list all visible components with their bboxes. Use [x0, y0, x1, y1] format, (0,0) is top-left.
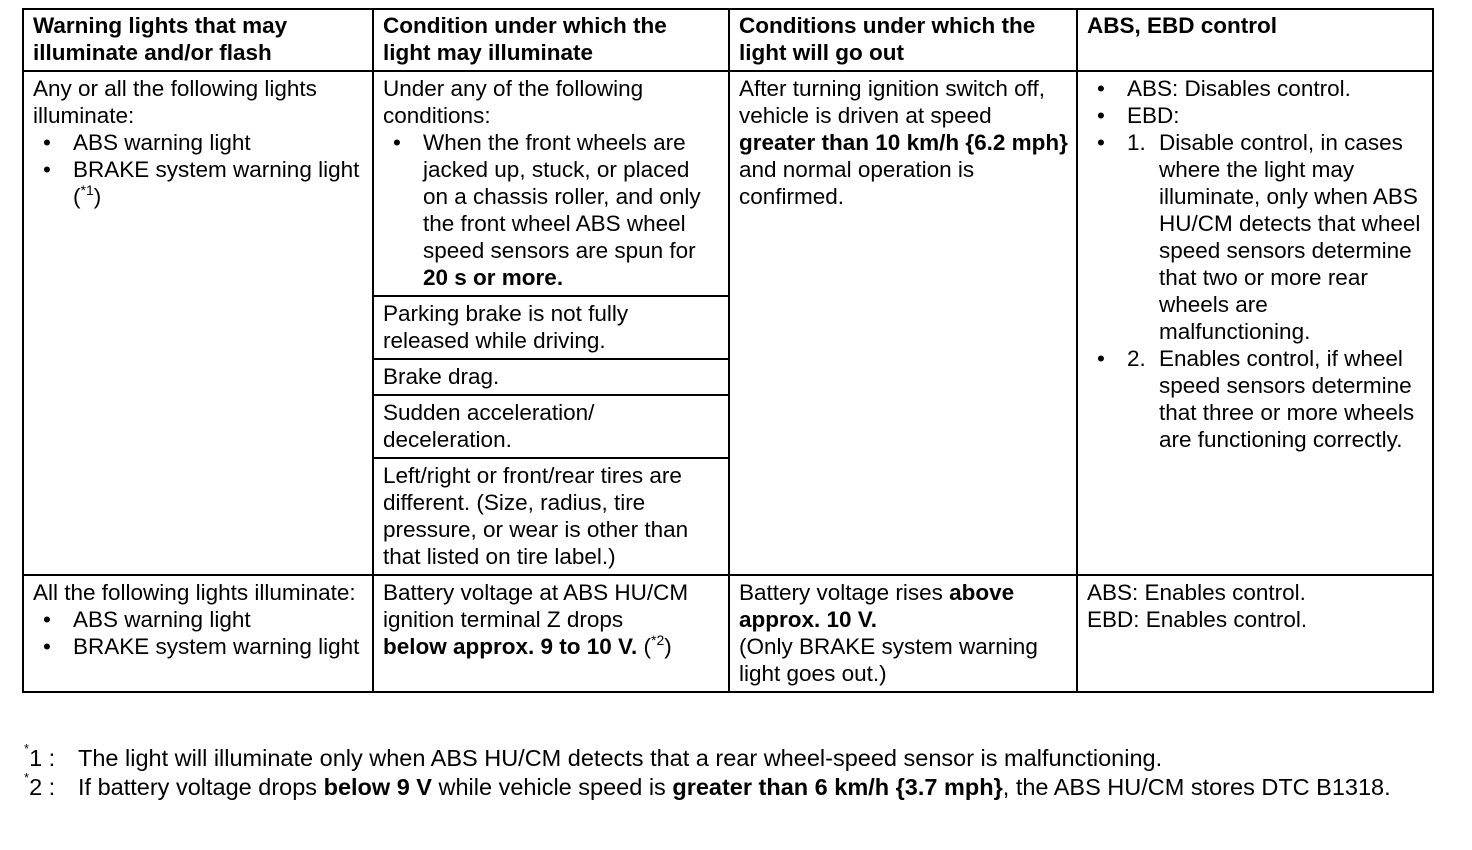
row2-lights-cell	[23, 575, 373, 692]
list-item: • ABS: Disables control.	[1087, 75, 1424, 102]
row1-goout-cell: After turning ignition switch off, vehicle is driven at speed greater than 10 km/h {6.2 mph} and normal operation is confirmed.	[729, 71, 1077, 575]
footnote-ref: *1	[80, 182, 94, 198]
row2-ebd: EBD: Enables control.	[1087, 607, 1308, 632]
table-row	[23, 71, 1433, 296]
header-warning-lights: Warning lights that may illuminate and/or flash	[23, 9, 373, 71]
footnote-1: *1 : The light will illuminate only when ABS HU/CM detects that a rear wheel-speed sensor is malfunctioning.	[24, 741, 1163, 771]
list-item: • EBD: • 1. Disable control, in cases where the light may illuminate, only when ABS HU/CM detects that wheel speed sensors determine that two or more rear wheels are malfunctioning. • 2. Enables control, if wheel speed sensors determine that three or more wheels are functioning correctly.	[1087, 102, 1424, 453]
list-item: • BRAKE system warning light	[33, 633, 364, 660]
list-item: • 2. Enables control, if wheel speed sensors determine that three or more wheels are functioning correctly.	[1087, 345, 1424, 453]
header-conditions-go-out: Conditions under which the light will go out	[729, 9, 1077, 71]
row1-abs-ebd-cell	[1077, 71, 1433, 575]
row1-cond-sudden: Sudden acceleration/ deceleration.	[373, 395, 729, 458]
footnote-2: *2 : If battery voltage drops below 9 V while vehicle speed is greater than 6 km/h {3.7 mph}, the ABS HU/CM stores DTC B1318.	[24, 770, 1391, 800]
row1-lights-list	[33, 129, 364, 210]
footnote-marker: *2 :	[24, 770, 56, 800]
row1-cond-cell	[373, 71, 729, 296]
row1-abs-ebd-list	[1087, 75, 1424, 453]
abs-warning-table	[22, 8, 1434, 693]
list-item: • ABS warning light	[33, 129, 364, 156]
footnote-ref: *2	[651, 632, 665, 648]
header-condition-illuminate: Condition under which the light may illuminate	[373, 9, 729, 71]
row2-lights-list	[33, 606, 364, 660]
row2-abs-ebd-cell	[1077, 575, 1433, 692]
list-item: • ABS warning light	[33, 606, 364, 633]
list-item: • BRAKE system warning light ($^{*1}$)	[33, 156, 364, 210]
row2-goout-cell: Battery voltage rises above approx. 10 V. (Only BRAKE system warning light goes out.)	[729, 575, 1077, 692]
ebd-sublist	[1087, 129, 1424, 453]
list-item: • When the front wheels are jacked up, stuck, or placed on a chassis roller, and only the front wheel ABS wheel speed sensors are spun for 20 s or more.	[383, 129, 720, 291]
row1-cond-list	[383, 129, 720, 291]
row1-cond-drag: Brake drag.	[373, 359, 729, 395]
row1-cond-intro: Under any of the following conditions:	[383, 76, 644, 128]
header-row	[23, 9, 1433, 71]
row2-abs: ABS: Enables control.	[1087, 580, 1306, 605]
row1-cond-tires: Left/right or front/rear tires are different. (Size, radius, tire pressure, or wear is other than that listed on tire label.)	[373, 458, 729, 575]
footnote-marker: *1 :	[24, 741, 56, 771]
row1-lights-cell	[23, 71, 373, 575]
row1-cond-parking: Parking brake is not fully released while driving.	[373, 296, 729, 359]
footnotes	[24, 741, 1444, 802]
list-item: • 1. Disable control, in cases where the light may illuminate, only when ABS HU/CM detects that wheel speed sensors determine that two or more rear wheels are malfunctioning.	[1087, 129, 1424, 345]
row2-lights-intro: All the following lights illuminate:	[33, 580, 356, 605]
table-row	[23, 575, 1433, 692]
row2-cond-cell: Battery voltage at ABS HU/CM ignition terminal Z drops below approx. 9 to 10 V. ($^{*2}$)	[373, 575, 729, 692]
row1-lights-intro: Any or all the following lights illuminate:	[33, 76, 317, 128]
header-abs-ebd-control: ABS, EBD control	[1077, 9, 1433, 71]
